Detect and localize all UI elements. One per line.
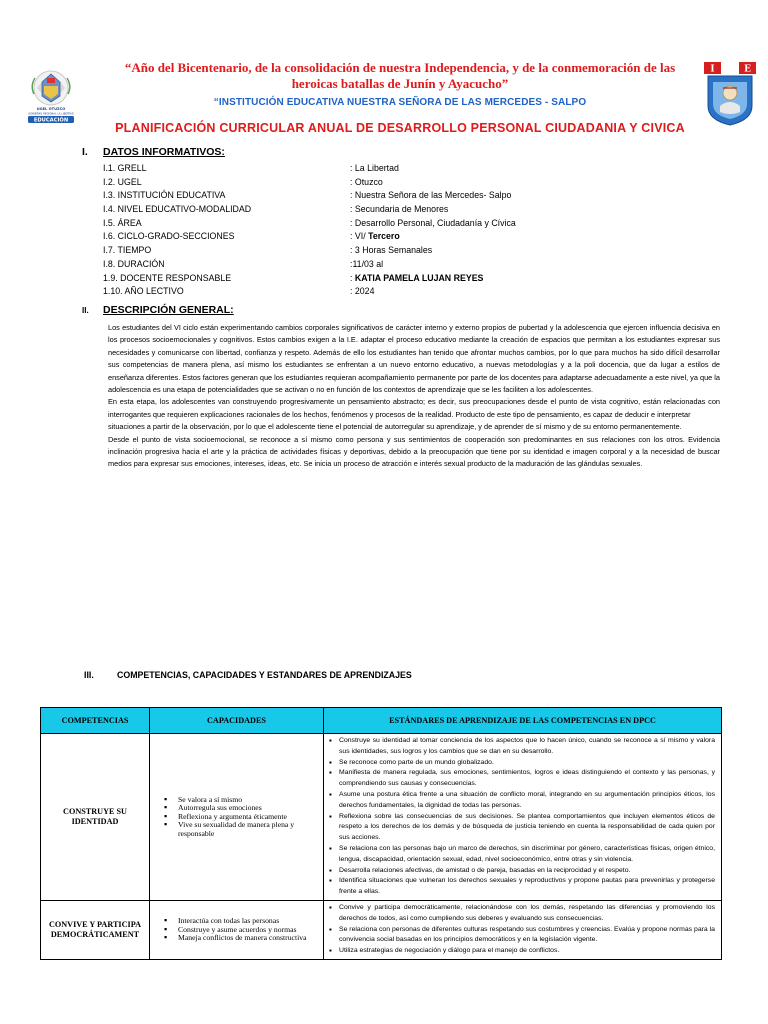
info-row bbox=[103, 203, 663, 217]
info-value: : 2024 bbox=[350, 286, 375, 297]
info-value: : Otuzco bbox=[350, 176, 383, 187]
estandar-item: ▪ Utiliza estrategias de negociación y diálogo para el manejo de conflictos. bbox=[328, 946, 715, 957]
table-header-row bbox=[41, 708, 722, 734]
estandar-item: ▪ Construye su identidad al tomar conciencia de los aspectos que lo hacen único, cuando se reconoce a sí mismo y valora sus identidades, sus logros y los cambios que se dan en su desarrollo. bbox=[328, 736, 715, 758]
info-row bbox=[103, 176, 663, 190]
info-value-prefix: : VI/ bbox=[350, 231, 369, 242]
capacidad-item: ▪ Construye y asume acuerdos y normas bbox=[164, 926, 319, 934]
estandar-item: ▪ Asume una postura ética frente a una situación de conflicto moral, integrando en su argumentación principios éticos, los derechos fundamentales, la dignidad de todas las personas. bbox=[328, 790, 715, 812]
info-label: I.5. ÁREA bbox=[103, 217, 142, 228]
section-1-number: I. bbox=[82, 146, 88, 158]
info-row bbox=[103, 272, 663, 286]
estandar-item: ▪ Se reconoce como parte de un mundo globalizado. bbox=[328, 758, 715, 769]
info-value: :11/03 al bbox=[350, 258, 384, 269]
info-row bbox=[103, 285, 663, 299]
description-paragraph: Desde el punto de vista socioemocional, se reconoce a sí mismo como persona y sus sentimientos de cooperación son predominantes en sus relaciones con los otros. Evidencia inclinación progresiva hacia el arte y la práctica de actividades físicas y deportivas, debido a la preocupación que tiene por su identidad e imagen corporal y a la necesidad de buscar medios para expresar sus emociones, intereses, ideas, etc. Se inicia un proceso de atracción e interés sexual producto de la maduración de las glándulas sexuales. bbox=[108, 434, 720, 469]
competencia-cell: CONSTRUYE SU IDENTIDAD bbox=[41, 734, 150, 901]
info-label: 1.9. DOCENTE RESPONSABLE bbox=[103, 272, 232, 283]
capacidad-item: ▪ Maneja conflictos de manera constructiva bbox=[164, 934, 319, 942]
info-label: I.6. CICLO-GRADO-SECCIONES bbox=[103, 231, 235, 242]
info-value-prefix: : bbox=[350, 272, 355, 283]
section-3-heading bbox=[84, 670, 484, 682]
info-label: I.2. UGEL bbox=[103, 176, 142, 187]
general-description bbox=[108, 322, 720, 471]
info-value: : La Libertad bbox=[350, 163, 399, 173]
section-3-number: III. bbox=[84, 670, 94, 680]
description-paragraph: En esta etapa, los adolescentes van construyendo progresivamente un pensamiento abstracto; es decir, sus preocupaciones desde el punto de vista cognitivo, están relacionadas con interrogantes que requieren explicaciones racionales de los hechos, fenómenos y procesos de la realidad. Producto de este tipo de pensamiento, es capaz de deducir e interpretar bbox=[108, 397, 720, 419]
info-label: I.3. INSTITUCIÓN EDUCATIVA bbox=[103, 190, 226, 201]
info-value: : 3 Horas Semanales bbox=[350, 245, 433, 256]
header-competencias: COMPETENCIAS bbox=[41, 708, 150, 734]
ugel-logo bbox=[20, 66, 82, 124]
capacidades-cell bbox=[150, 734, 324, 901]
info-row bbox=[103, 217, 663, 231]
section-2-title: DESCRIPCIÓN GENERAL: bbox=[103, 304, 234, 316]
info-row bbox=[103, 189, 663, 203]
description-paragraph: Los estudiantes del VI ciclo están experimentando cambios corporales significativos de carácter interno y externo propios de pubertad y la adolescencia que ejercen influencia decisiva en los procesos socioemocionales y cognitivos. Estos cambios exigen a la I.E. adaptar el proceso educativo mediante la creación de espacios que permitan a los estudiantes expresar sus necesidades y comunicarse con libertad, confianza y respeto. Además de ello los estudiantes han tenido que afrontar muchos cambios, por lo que para muchos ha sido difícil desarrollar sus competencias de manera plena, así mismo los estudiantes se enfrentan a un nuevo entorno educativo, a nuevas metodologías y a la poli docencia, que da lugar a estilos de enseñanza diferentes. Estos factores generan que los estudiantes requieran acompañamiento permanente por parte de los docentes para adaptarse adecuadamente a este nivel, ya que la adolescencia es una etapa de potencialidades que se activan o no en función de los contextos de aprendizaje que se les faciliten a los adolescentes. bbox=[108, 323, 720, 395]
info-value: : Nuestra Señora de las Mercedes- Salpo bbox=[350, 190, 512, 201]
estandar-item: ▪ Se relaciona con las personas bajo un marco de derechos, sin discriminar por género, características físicas, origen étnico, lengua, discapacidad, orientación sexual, edad, nivel socioeconómico, entre otras y sin violencia. bbox=[328, 844, 715, 866]
estandares-cell bbox=[324, 900, 722, 959]
info-value: : Secundaria de Menores bbox=[350, 204, 449, 215]
table-row bbox=[41, 734, 722, 901]
description-paragraph: situaciones a partir de la observación, por lo que el adolescente tiene el potencial de autorregular su aprendizaje, y de aprender de sí mismo y de su entorno permanentemente. bbox=[108, 422, 682, 432]
info-label: I.1. GRELL bbox=[103, 163, 147, 173]
estandar-item: ▪ Reflexiona sobre las consecuencias de sus decisiones. Se plantea comportamientos que incluyen elementos éticos de respeto a los derechos de los demás y de búsqueda de justicia teniendo en cuenta la responsabilidad de cada quien por sus acciones. bbox=[328, 812, 715, 844]
info-row bbox=[103, 230, 663, 244]
section-2-heading bbox=[82, 304, 382, 318]
info-label: 1.10. AÑO LECTIVO bbox=[103, 286, 184, 297]
table-row bbox=[41, 900, 722, 959]
estandar-item: ▪ Manifiesta de manera regulada, sus emociones, sentimientos, logros e ideas distinguiendo el contexto y las personas, y comprendiendo sus causas y consecuencias. bbox=[328, 768, 715, 790]
capacidad-item: ▪ Interactúa con todas las personas bbox=[164, 917, 319, 925]
info-value bbox=[350, 230, 400, 244]
estandar-item: ▪ Se relaciona con personas de diferentes culturas respetando sus costumbres y creencias. Evalúa y propone normas para la convivencia social basadas en los principios democráticos y en la legislación vigente. bbox=[328, 925, 715, 947]
info-row bbox=[103, 162, 663, 176]
info-table bbox=[103, 162, 663, 299]
logo-left-line2: GOBIERNO REGIONAL LA LIBERTAD bbox=[28, 112, 74, 116]
section-3-title: COMPETENCIAS, CAPACIDADES Y ESTANDARES DE APRENDIZAJES bbox=[117, 670, 412, 680]
section-1-heading bbox=[82, 146, 382, 160]
estandar-item: ▪ Identifica situaciones que vulneran los derechos sexuales y reproductivos y propone pautas para prevenirlas y protegerse frente a ellas. bbox=[328, 876, 715, 898]
info-label: I.7. TIEMPO bbox=[103, 245, 152, 256]
info-value: : Desarrollo Personal, Ciudadanía y Cívica bbox=[350, 217, 516, 228]
capacidad-item: ▪ Se valora a sí mismo bbox=[164, 796, 319, 804]
logo-left-line3: EDUCACIÓN bbox=[33, 117, 69, 124]
section-2-number: II. bbox=[82, 306, 89, 315]
info-row bbox=[103, 258, 663, 272]
logo-right-letter-e: E bbox=[744, 64, 751, 75]
info-value bbox=[350, 272, 483, 286]
estandares-cell bbox=[324, 734, 722, 901]
estandar-item: ▪ Convive y participa democráticamente, relacionándose con los demás, respetando las diferencias y promoviendo los derechos de todos, así como cumpliendo sus deberes y evaluando sus consecuencias. bbox=[328, 903, 715, 925]
capacidad-item: ▪ Vive su sexualidad de manera plena y responsable bbox=[164, 821, 319, 838]
logo-right-letter-i: I bbox=[710, 64, 715, 75]
info-row bbox=[103, 244, 663, 258]
grade-value: Tercero bbox=[368, 231, 400, 242]
capacidades-cell bbox=[150, 900, 324, 959]
competencia-cell: CONVIVE Y PARTICIPA DEMOCRÁTICAMENT bbox=[41, 900, 150, 959]
school-name: “INSTITUCIÓN EDUCATIVA NUESTRA SEÑORA DE LAS MERCEDES - SALPO bbox=[213, 97, 587, 108]
capacidad-item: ▪ Reflexiona y argumenta éticamente bbox=[164, 813, 319, 821]
info-label: I.8. DURACIÓN bbox=[103, 258, 165, 269]
motto: “Año del Bicentenario, de la consolidación de nuestra Independencia, y de la conmemoración de las heroicas batallas de Junín y Ayacucho” bbox=[124, 60, 676, 91]
school-logo bbox=[704, 60, 756, 126]
competencies-table bbox=[40, 707, 722, 960]
teacher-name: KATIA PAMELA LUJAN REYES bbox=[354, 272, 484, 283]
logo-left-line1: UGEL OTUZCO bbox=[36, 107, 66, 111]
estandar-item: ▪ Desarrolla relaciones afectivas, de amistad o de pareja, basadas en la reciprocidad y el respeto. bbox=[328, 866, 715, 877]
section-1-title: DATOS INFORMATIVOS: bbox=[103, 146, 225, 158]
capacidad-item: ▪ Autorregula sus emociones bbox=[164, 804, 319, 812]
header-capacidades: CAPACIDADES bbox=[150, 708, 324, 734]
header-estandares: ESTÁNDARES DE APRENDIZAJE DE LAS COMPETENCIAS EN DPCC bbox=[324, 708, 722, 734]
info-label: I.4. NIVEL EDUCATIVO-MODALIDAD bbox=[103, 204, 252, 215]
plan-title: PLANIFICACIÓN CURRICULAR ANUAL DE DESARROLLO PERSONAL CIUDADANIA Y CIVICA bbox=[115, 121, 685, 135]
